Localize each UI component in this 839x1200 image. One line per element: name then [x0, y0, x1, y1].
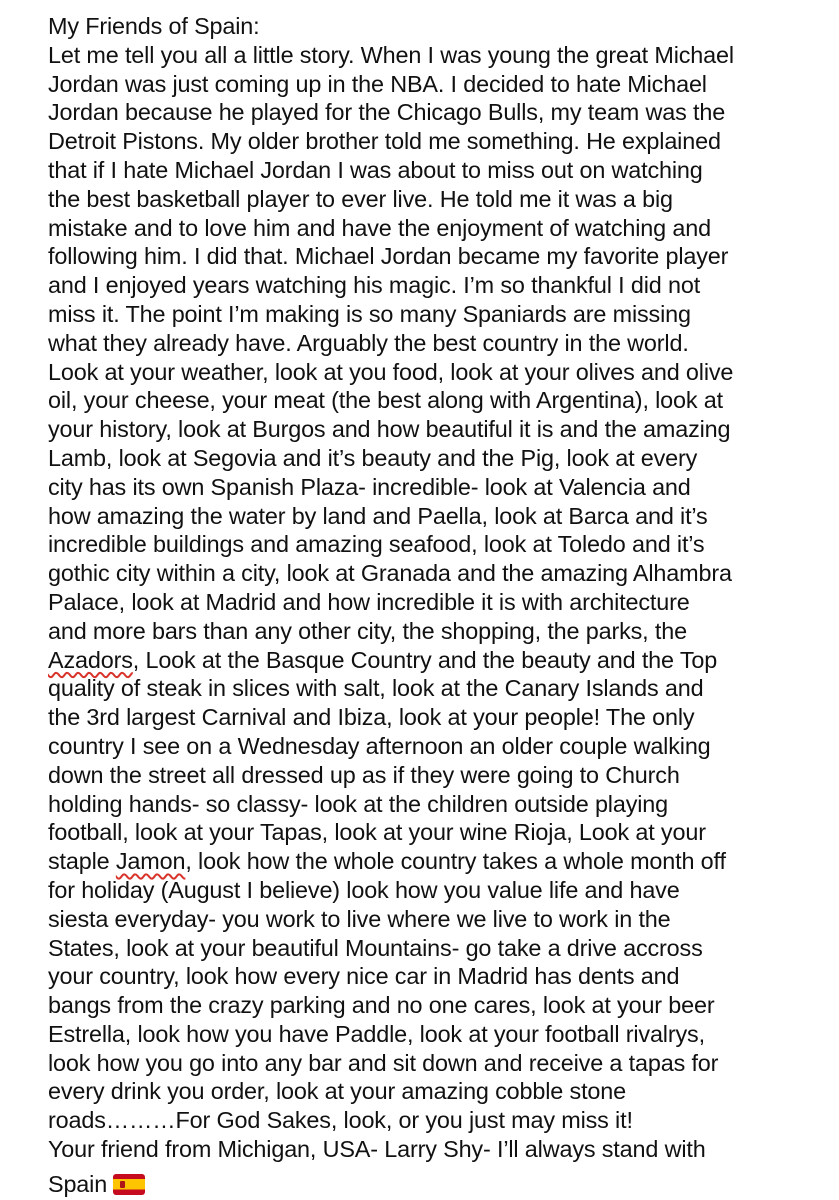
- note-line: quality of steak in slices with salt, look at the Canary Islands and: [48, 675, 704, 702]
- note-line: mistake and to love him and have the enjoyment of watching and: [48, 214, 711, 241]
- note-heading: My Friends of Spain:: [48, 13, 260, 39]
- closing-word: Spain: [48, 1170, 108, 1197]
- note-line: the 3rd largest Carnival and Ibiza, look at your people! The only: [48, 704, 695, 731]
- note-line: for holiday (August I believe) look how you value life and have: [48, 876, 680, 903]
- note-line-text: , Look at the Basque Country and the beauty and the Top: [132, 646, 718, 673]
- note-line-azadors: [48, 646, 828, 675]
- note-line-jamon: [48, 847, 828, 876]
- note-line: oil, your cheese, your meat (the best along with Argentina), look at: [48, 387, 724, 414]
- note-line: following him. I did that. Michael Jordan became my favorite player: [48, 243, 729, 270]
- note-line: every drink you order, look at your amazing cobble stone: [48, 1078, 626, 1105]
- misspelled-word-azadors[interactable]: Azadors: [48, 646, 133, 673]
- note-line: Jordan was just coming up in the NBA. I decided to hate Michael: [48, 70, 707, 97]
- note-line: down the street all dressed up as if they were going to Church: [48, 761, 680, 788]
- note-line: and I enjoyed years watching his magic. I’m so thankful I did not: [48, 272, 701, 299]
- note-line: city has its own Spanish Plaza- incredible- look at Valencia and: [48, 473, 691, 500]
- note-line: Let me tell you all a little story. When I was young the great Michael: [48, 41, 734, 68]
- note-line: your history, look at Burgos and how beautiful it is and the amazing: [48, 416, 731, 443]
- note-line: and more bars than any other city, the shopping, the parks, the: [48, 617, 687, 644]
- note-line: Estrella, look how you have Paddle, look at your football rivalrys,: [48, 1020, 705, 1047]
- note-line: gothic city within a city, look at Granada and the amazing Alhambra: [48, 560, 732, 587]
- note-signoff: Your friend from Michigan, USA- Larry Shy- I’ll always stand with: [48, 1136, 706, 1163]
- note-line: Palace, look at Madrid and how incredible it is with architecture: [48, 588, 690, 615]
- note-line: that if I hate Michael Jordan I was about to miss out on watching: [48, 156, 703, 183]
- note-line-text: staple: [48, 848, 116, 875]
- note-line: incredible buildings and amazing seafood, look at Toledo and it’s: [48, 531, 705, 558]
- note-line: your country, look how every nice car in Madrid has dents and: [48, 963, 680, 990]
- note-body: [48, 12, 828, 1199]
- note-line: look how you go into any bar and sit down and receive a tapas for: [48, 1049, 719, 1076]
- note-line: country I see on a Wednesday afternoon an older couple walking: [48, 732, 711, 759]
- note-line: bangs from the crazy parking and no one cares, look at your beer: [48, 992, 715, 1019]
- note-line: Detroit Pistons. My older brother told me something. He explained: [48, 128, 721, 155]
- note-line: Look at your weather, look at you food, look at your olives and olive: [48, 358, 734, 385]
- misspelled-word-jamon[interactable]: Jamon: [115, 848, 186, 875]
- note-line: holding hands- so classy- look at the children outside playing: [48, 790, 669, 817]
- note-line: States, look at your beautiful Mountains- go take a drive accross: [48, 934, 703, 961]
- note-closing: [48, 1170, 828, 1199]
- note-line: Lamb, look at Segovia and it’s beauty and the Pig, look at every: [48, 444, 698, 471]
- note-line: football, look at your Tapas, look at your wine Rioja, Look at your: [48, 819, 706, 846]
- note-line: siesta everyday- you work to live where we live to work in the: [48, 905, 671, 932]
- note-line: roads………For God Sakes, look, or you just may miss it!: [48, 1107, 633, 1134]
- note-line-text: , look how the whole country takes a whole month off: [185, 848, 726, 875]
- note-line: Jordan because he played for the Chicago Bulls, my team was the: [48, 99, 726, 126]
- note-line: how amazing the water by land and Paella, look at Barca and it’s: [48, 502, 708, 529]
- spain-flag-icon: [113, 1174, 145, 1195]
- note-line: miss it. The point I’m making is so many Spaniards are missing: [48, 300, 691, 327]
- note-line: the best basketball player to ever live. He told me it was a big: [48, 185, 673, 212]
- note-line: what they already have. Arguably the best country in the world.: [48, 329, 689, 356]
